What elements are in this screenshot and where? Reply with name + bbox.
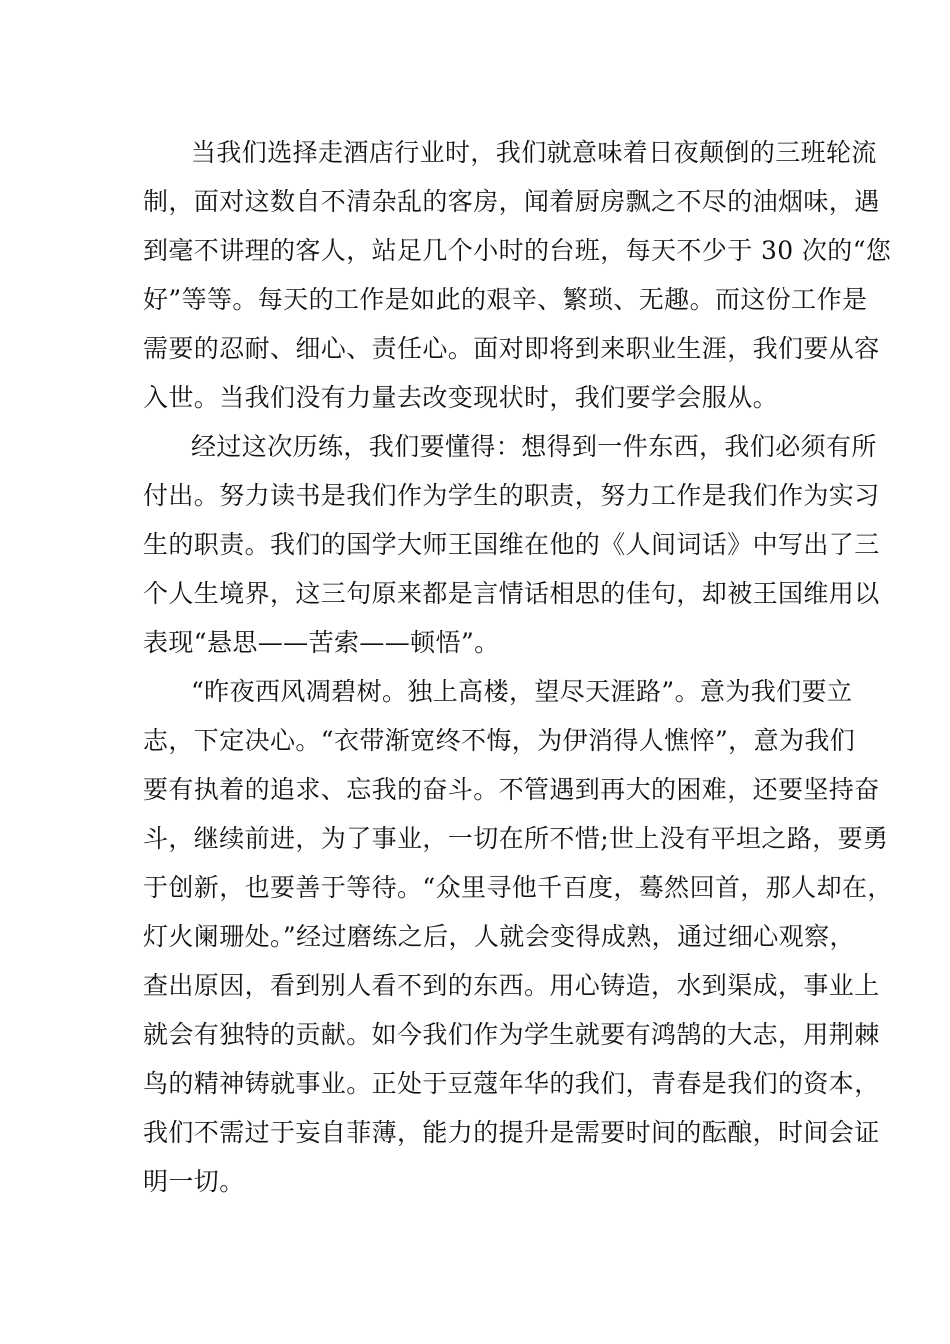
- paragraph-line: 就会有独特的贡献。如今我们作为学生就要有鸿鹄的大志，用荆棘: [143, 1020, 880, 1049]
- paragraph-line: 经过这次历练，我们要懂得：想得到一件东西，我们必须有所: [191, 432, 877, 461]
- paragraph-line: “昨夜西风凋碧树。独上高楼，望尽天涯路”。意为我们要立: [191, 677, 853, 706]
- paragraph-line: 灯火阑珊处。”经过磨练之后，人就会变得成熟，通过细心观察，: [143, 922, 855, 951]
- paragraph-line: 要有执着的追求、忘我的奋斗。不管遇到再大的困难，还要坚持奋: [143, 775, 880, 804]
- paragraph-line: 明一切。: [143, 1167, 245, 1196]
- paragraph-line: 斗，继续前进，为了事业，一切在所不惜;世上没有平坦之路，要勇: [143, 824, 889, 853]
- paragraph-line: 入世。当我们没有力量去改变现状时，我们要学会服从。: [143, 383, 779, 412]
- paragraph-2: [143, 422, 880, 667]
- paragraph-line: 付出。努力读书是我们作为学生的职责，努力工作是我们作为实习: [143, 481, 880, 510]
- paragraph-line: 个人生境界，这三句原来都是言情话相思的佳句，却被王国维用以: [143, 579, 880, 608]
- paragraph-line: 表现“悬思——苦索——顿悟”。: [143, 628, 500, 657]
- paragraph-line: 需要的忍耐、细心、责任心。面对即将到来职业生涯，我们要从容: [143, 334, 880, 363]
- paragraph-3: [143, 667, 893, 1206]
- paragraph-line: 鸟的精神铸就事业。正处于豆蔻年华的我们，青春是我们的资本，: [143, 1069, 880, 1098]
- paragraph-line: 好”等等。每天的工作是如此的艰辛、繁琐、无趣。而这份工作是: [143, 285, 868, 314]
- document-body: [143, 128, 893, 1206]
- paragraph-line: 到毫不讲理的客人，站足几个小时的台班，每天不少于 30 次的“您: [143, 236, 892, 265]
- paragraph-line: 生的职责。我们的国学大师王国维在他的《人间词话》中写出了三: [143, 530, 880, 559]
- paragraph-line: 我们不需过于妄自菲薄，能力的提升是需要时间的酝酿，时间会证: [143, 1118, 880, 1147]
- paragraph-line: 查出原因，看到别人看不到的东西。用心铸造，水到渠成，事业上: [143, 971, 880, 1000]
- paragraph-1: [143, 128, 892, 422]
- paragraph-line: 当我们选择走酒店行业时，我们就意味着日夜颠倒的三班轮流: [191, 138, 877, 167]
- paragraph-line: 于创新，也要善于等待。“众里寻他千百度，蓦然回首，那人却在，: [143, 873, 893, 902]
- paragraph-line: 志，下定决心。“衣带渐宽终不悔，为伊消得人憔悴”，意为我们: [143, 726, 856, 755]
- paragraph-line: 制，面对这数自不清杂乱的客房，闻着厨房飘之不尽的油烟味，遇: [143, 187, 880, 216]
